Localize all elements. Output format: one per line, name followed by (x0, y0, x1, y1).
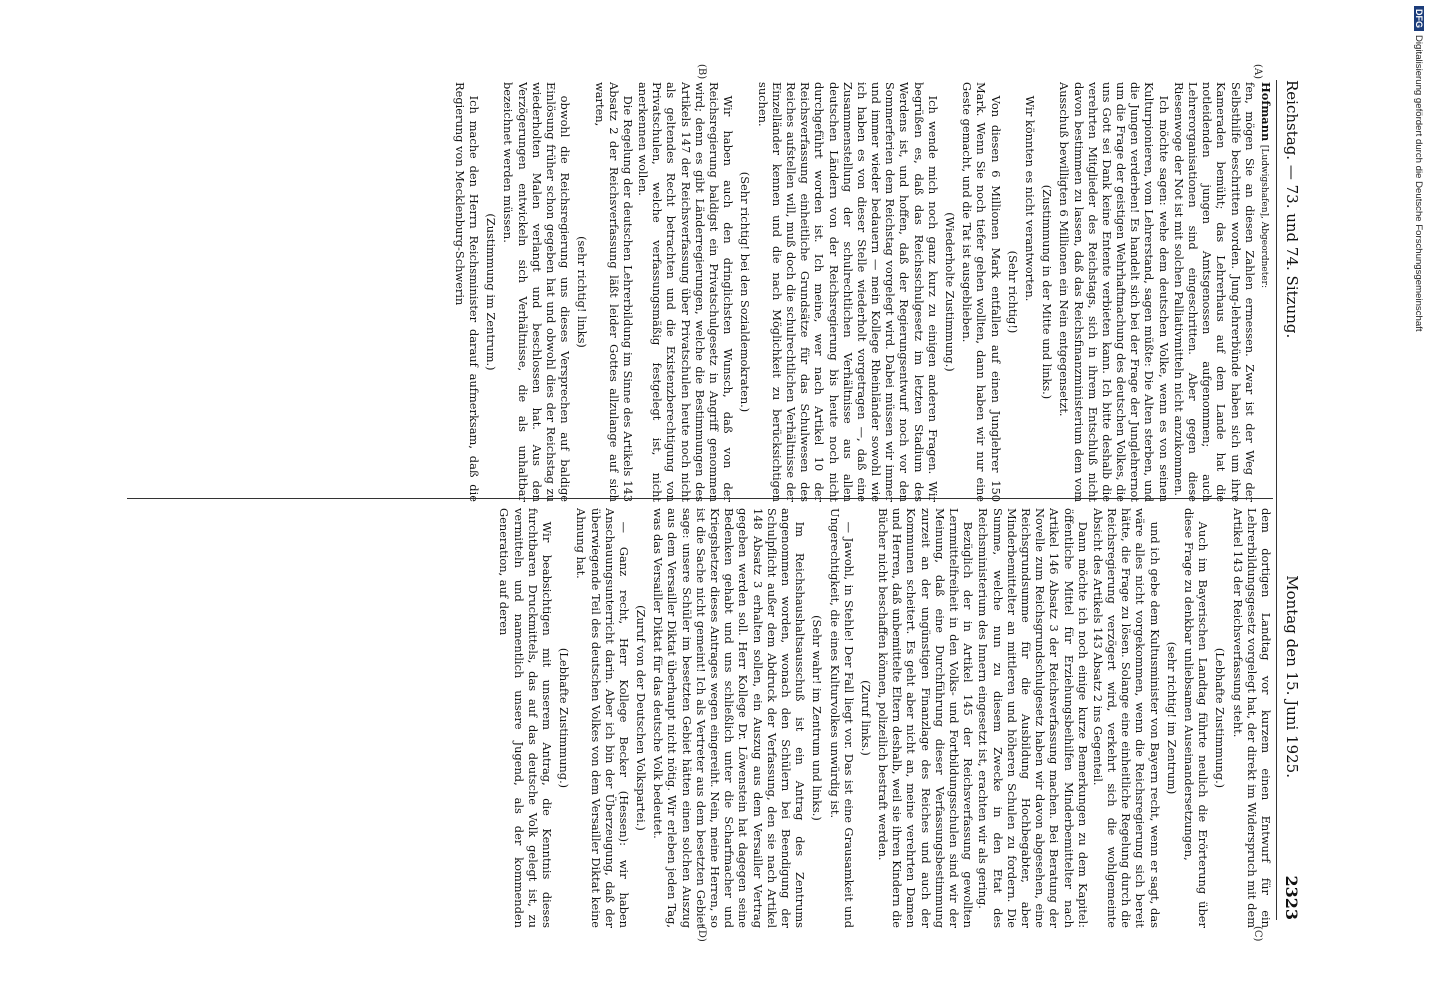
paragraph: — Jawohl, in Stehle! Der Fall liegt vor. Das ist eine Grausamkeit und Ungerechtigkeit, die eines Kulturvolkes unwürdig ist. (827, 508, 856, 928)
right-paragraphs (497, 508, 1273, 928)
speaker-note: [Ludwigshafen], Abgeordneter: (1259, 144, 1269, 288)
interjection: (sehr richtig! links) (575, 236, 590, 348)
interjection: (Zuruf von der Deutschen Volkspartei.) (634, 605, 649, 831)
paragraph: Von diesen 6 Millionen Mark entfallen auf einen Junglehrer 150 Mark. Wenn Sie noch tiefer gehen wollten, dann haben wir nur eine Geste gemacht, und die Tat ist ausgeblieben. (960, 82, 1003, 502)
paragraph: Die Regelung der deutschen Lehrerbildung im Sinne des Artikels 143 Absatz 2 der Reichsverfassung läßt leider Gottes allzulange auf sich warten, (592, 82, 635, 502)
interjection: (Lebhafte Zustimmung.) (557, 647, 572, 789)
interjection: (sehr richtig! im Zentrum) (1164, 641, 1179, 795)
paragraph: obwohl die Reichsregierung uns dieses Versprechen auf baldige Einlösung früher schon gegeben hat und obwohl dies der Reichstag zu wiederholten Malen verlangt und beschlossen hat. Aus den Verzögerungen entwickeln sich Verhältnisse, die als unhaltbar bezeichnet werden müssen. (501, 82, 573, 502)
digitization-strip (1398, 0, 1434, 1000)
paragraph: — Ganz recht, Herr Kollege Becker (Hessen): wir haben Anschauungsunterricht darin. Aber ich bin der Überzeugung, daß der überwiegende Teil des deutschen Volkes von dem Versailler Diktat keine Ahnung hat. (574, 508, 631, 928)
interjection: (Lebhafte Zustimmung.) (1213, 647, 1228, 789)
left-text-column (127, 82, 1273, 502)
left-paragraphs (453, 82, 1257, 502)
paragraph: dem dortigen Landtag vor kurzem einen Entwurf für ein Lehrerbildungsgesetz vorgelegt hat, der direkt im Widerspruch mit dem Artikel 143 der Reichsverfassung steht. (1230, 508, 1273, 928)
paragraph: Dann möchte ich noch einige kurze Bemerkungen zu dem Kapitel: öffentliche Mittel für Erziehungsbeihilfen Minderbemittelter nach Artikel 146 Absatz 3 der Reichsverfassung machen. Bei Beratung der Novelle zum Reichsgrundschulgesetz haben wir davon abgesehen, eine Reichsgrundsumme für die Ausbildung Hochbegabter, aber Minderbemittelter an mittleren und höheren Schulen zu fordern. Die Summe, welche nun zu diesem Zwecke in den Etat des Reichsministerium des Innern eingesetzt ist, erachten wir als gering. (976, 508, 1090, 928)
session-date: Montag den 15. Juni 1925. (1283, 575, 1301, 778)
margin-marker-b: (B) (696, 64, 707, 80)
interjection: (Wiederholte Zustimmung.) (943, 212, 958, 372)
paragraph: Ich wende mich noch ganz kurz zu einigen anderen Fragen. Wir begrüßen es, daß das Reichsschulgesetz im letzten Stadium des Werdens ist, und hoffen, daß der Regierungsentwurf noch vor den Sommerferien dem Reichstag vorgelegt wird. Dabei müssen wir immer und immer wieder bedauern — mein Kollege Rheinländer sowohl wie ich haben es von dieser Stelle wiederholt vorgetragen —, daß eine Zusammenstellung der schulrechtlichen Verhältnisse aus allen deutschen Ländern von der Reichsregierung bis heute noch nicht durchgeführt worden ist. Ich meine, wer nach Artikel 10 der Reichsverfassung einheitliche Grundsätze für das Schulwesen des Reiches aufstellen will, muß doch die schulrechtlichen Verhältnisse der Einzelländer kennen und die nach Möglichkeit zu berücksichtigen suchen. (755, 82, 940, 502)
dfg-logo: DFG (1414, 6, 1424, 31)
interjection: (Sehr wahr! im Zentrum und links.) (810, 615, 825, 821)
interjection: (Sehr richtig!) (1005, 250, 1020, 334)
interjection: (Zustimmung in der Mitte und links.) (1040, 184, 1055, 400)
paragraph: Wir haben auch den dringlichsten Wunsch, daß von der Reichsregierung baldigst ein Privatschulgesetz in Angriff genommen wird; denn es gibt Länderregierungen, welche die Bestimmungen des Artikels 147 der Reichsverfassung über Privatschulen heute noch nicht als geltendes Recht betrachten und die Existenzberechtigung von Privatschulen, welche verfassungsmäßig festgelegt ist, nicht anerkennen wollen. (636, 82, 736, 502)
page-header (1277, 80, 1307, 920)
paragraph: Auch im Bayerischen Landtag führte neulich die Erörterung über diese Frage zu denkbar unliebsamen Auseinandersetzungen, (1182, 508, 1211, 928)
interjection: (Zustimmung im Zentrum.) (484, 213, 499, 371)
interjection: (Zuruf links.) (858, 680, 873, 756)
paragraph: Wir könnten es nicht verantworten. (1022, 95, 1037, 302)
right-text-column (127, 508, 1273, 928)
paragraph: und ich gebe dem Kultusminister von Bayern recht, wenn er sagt, das wäre alles nicht vorgekommen, wenn die Reichsregierung sich bereit hätte, die Frage zu lösen. Solange eine einheitliche Regelung durch die Reichsregierung verzögert wird, verkehrt sich die wohlgemeinte Absicht des Artikels 143 Absatz 2 ins Gegenteil. (1090, 508, 1162, 928)
paragraph: Wir beabsichtigen mit unserem Antrag, die Kenntnis dieses furchtbaren Druckmittels, das auf das deutsche Volk gelegt ist, zu vermitteln und namentlich unsere Jugend, als der kommenden Generation, auf deren (497, 508, 554, 928)
margin-marker-c: (C) (1252, 926, 1263, 942)
paragraph: fen, mögen Sie an diesen Zahlen ermessen. Zwar ist der Weg der Selbsthilfe beschritten worden. Jung-lehrerbünde haben sich um ihre Kameraden bemüht; das Lehrerhaus auf dem Lande hat die notleidenden jungen Amtsgenossen aufgenommen; auch Lehrerorganisationen sind eingeschritten. Aber gegen diese Riesenwoge der Not ist mit solchen Palliativmitteln nicht anzukommen. (1171, 82, 1257, 502)
speaker-name: Hofmann (1259, 82, 1273, 142)
digitization-text: Digitalisierung gefördert durch die Deutsche Forschungsgemeinschaft (1413, 35, 1424, 332)
interjection: (Sehr richtig! bei den Sozialdemokraten.) (738, 171, 753, 413)
column-divider (127, 498, 1273, 499)
digitization-note (1413, 6, 1424, 332)
paragraph: Bezüglich der in Artikel 145 der Reichsverfassung gewollten Lernmittelfreiheit in den Volks- und Fortbildungsschulen sind wir der Meinung, daß eine Durchführung dieser Verfassungsbestimmung zurzeit an der ungünstigen Finanzlage des Reiches und auch der Kommunen scheitert. Es geht aber nicht an, meine verehrten Damen und Herren, daß unbemittelte Eltern deshalb, weil sie ihren Kindern die Bücher nicht beschaffen können, polizeilich bestraft werden. (876, 508, 976, 928)
speaker-line (1258, 82, 1273, 502)
page-number: 2323 (1282, 875, 1302, 920)
paragraph: Ich mache den Herrn Reichsminister darauf aufmerksam, daß die Regierung von Mecklenburg-Schwerin (452, 82, 482, 502)
paragraph: Im Reichshaushaltsausschuß ist ein Antrag des Zentrums angenommen worden, wonach den Schülern bei Beendigung der Schulpflicht außer dem Abdruck der Verfassung, den sie nach Artikel 148 Absatz 3 erhalten sollen, ein Auszug aus dem Versailler Vertrag gegeben werden soll. Herr Kollege Dr. Löwenstein hat dagegen seine Bedenken gehabt und uns schließlich unter die Scharfmacher und Kriegshetzer dieses Antrages wegen eingereiht. Nein, meine Herren, so ist die Sache nicht gemeint! Ich als Vertreter aus dem besetzten Gebiet sage: unsere Schüler im besetzten Gebiet hätten einen solchen Auszug aus dem Versailler Diktat überhaupt nicht nötig. Wir erleben jeden Tag, was das Versailler Diktat für das deutsche Volk bedeutet. (651, 508, 808, 928)
margin-marker-a: (A) (1252, 64, 1263, 80)
session-title: Reichstag. — 73. und 74. Sitzung. (1283, 80, 1301, 339)
margin-marker-d: (D) (696, 926, 707, 942)
newspaper-page (117, 60, 1317, 940)
paragraph: Ich möchte sagen: wehe dem deutschen Volke, wenn es von seinen Kulturpionieren, vom Lehrerstand, sagen müßte: Die Alten sterben, und die Jungen verderben! Es handelt sich bei der Frage der Junglehrernot um die Frage der geistigen Wehrhaftmachung des deutschen Volkes, die uns Gott sei Dank keine Entente verbieten kann. Ich bitte deshalb die verehrten Mitglieder des Reichstags, sich in ihrem Entschluß nicht davon bestimmen zu lassen, daß das Reichsfinanzministerium dem vom Ausschuß bewilligten 6 Millionen ein Nein entgegensetzt. (1057, 82, 1171, 502)
header-rule (1276, 80, 1277, 920)
